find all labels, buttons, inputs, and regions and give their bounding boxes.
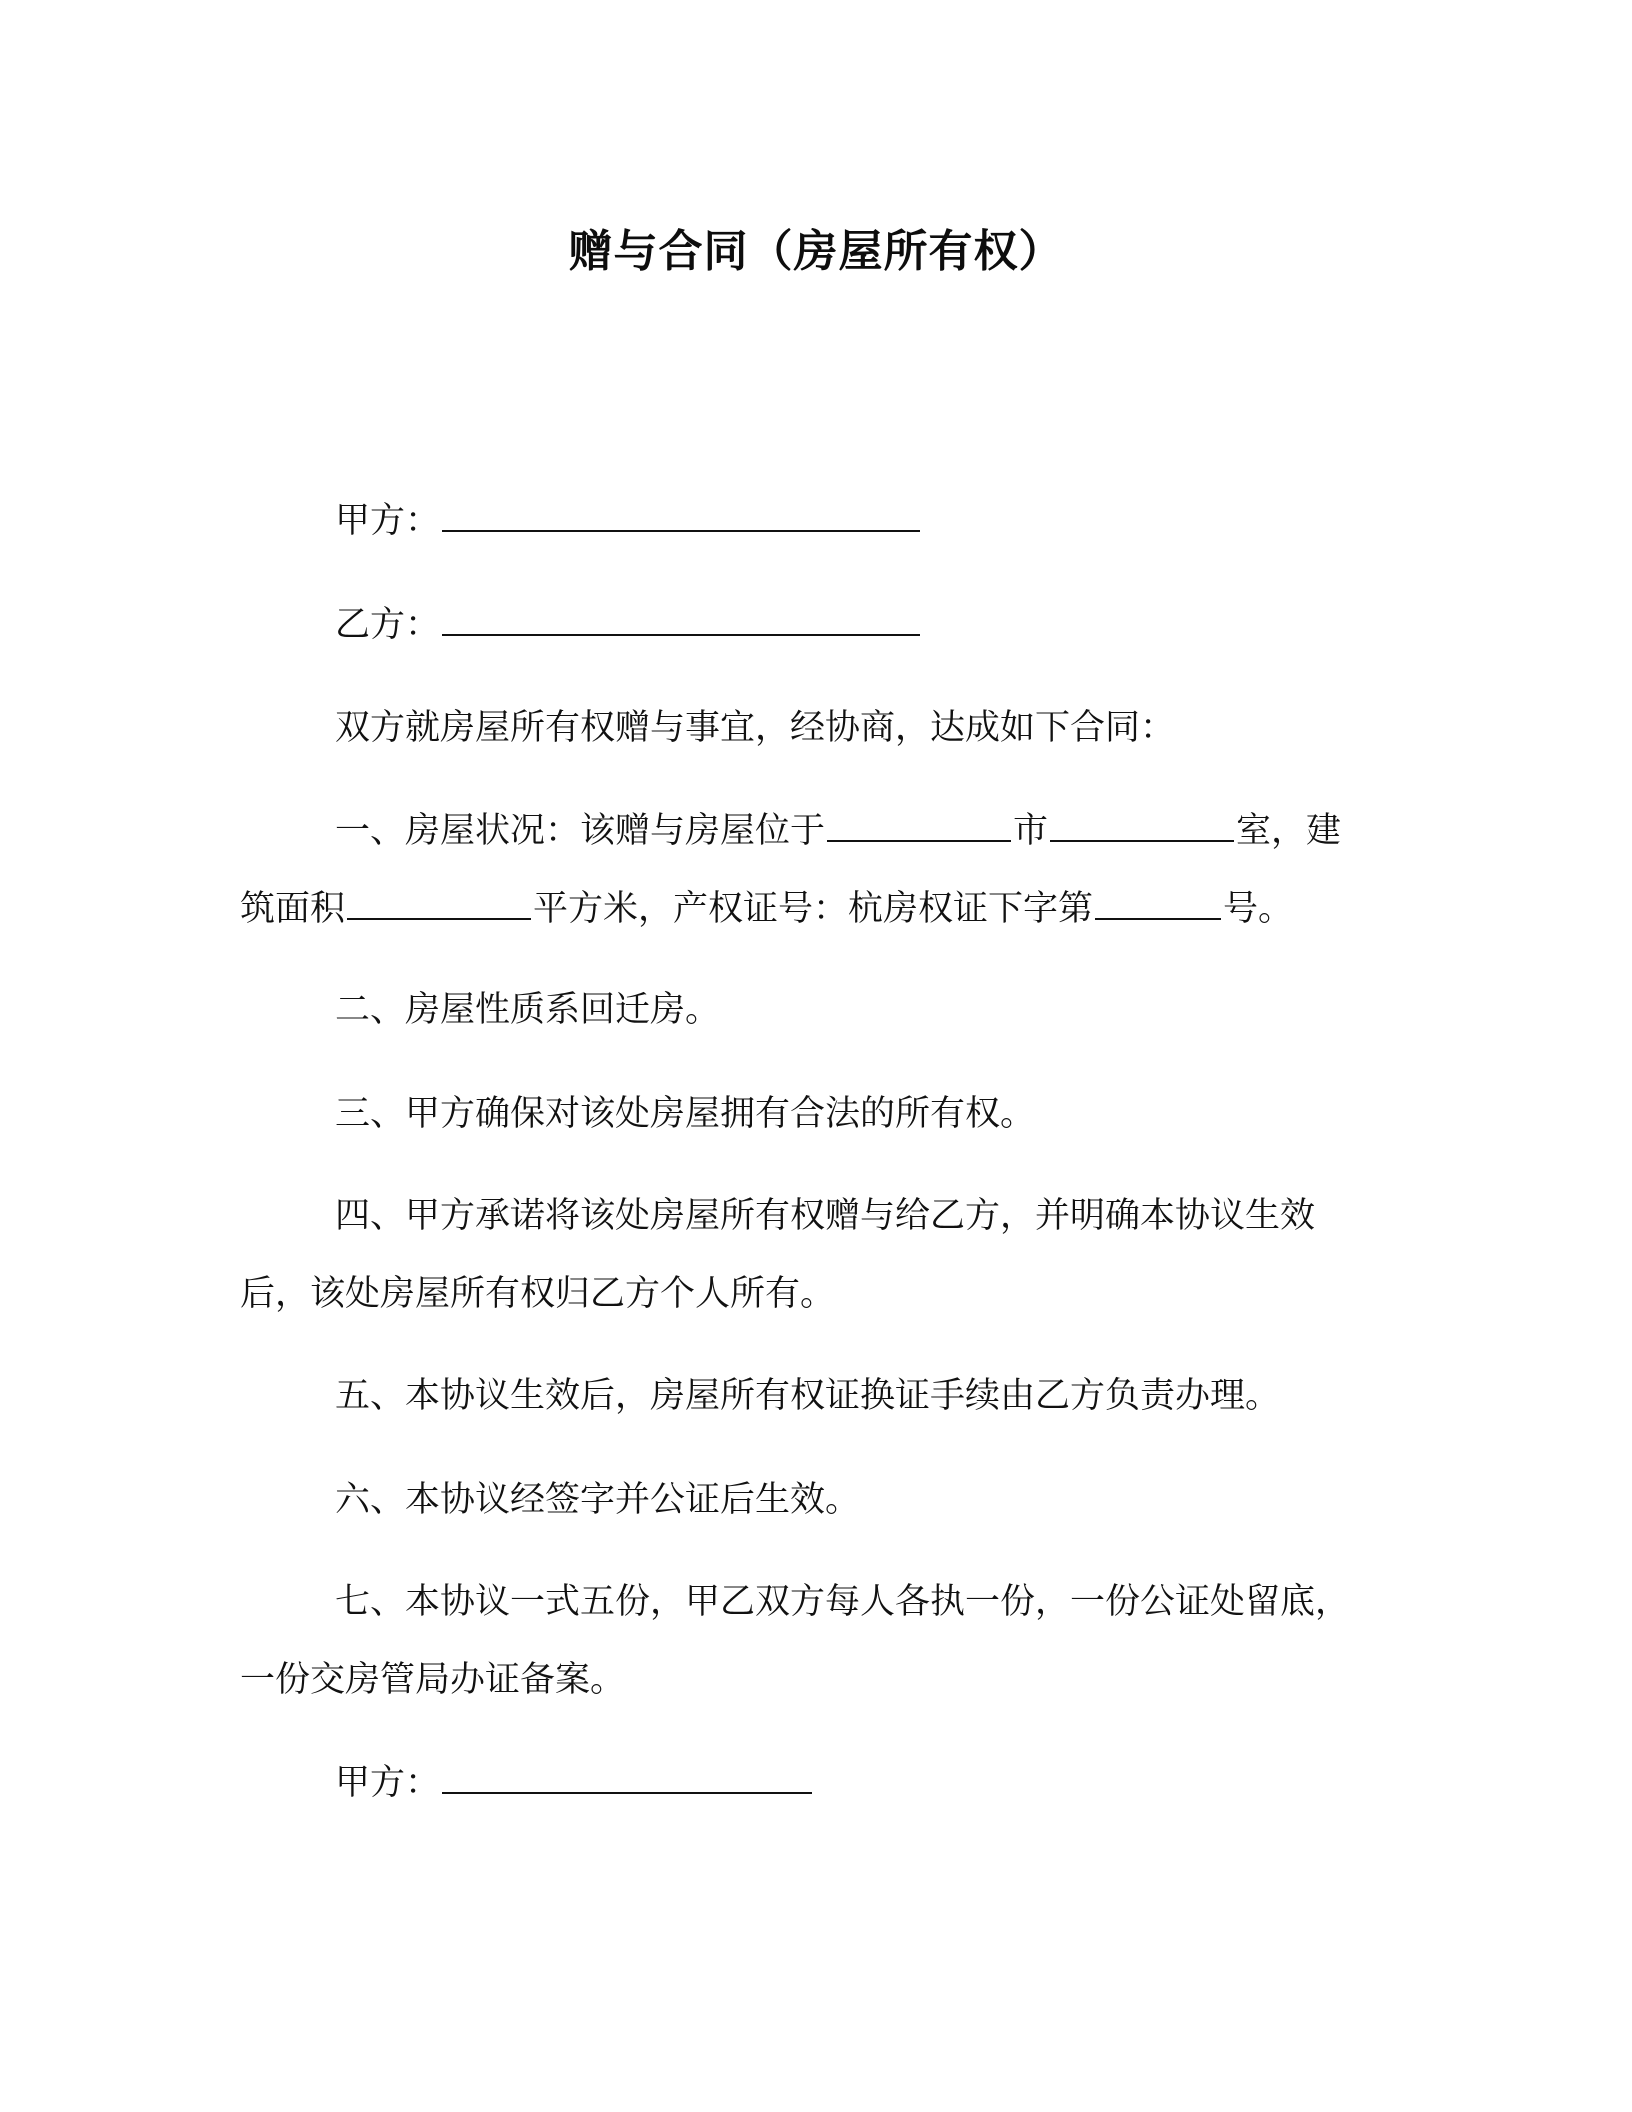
clause-1-text-certificate: 平方米，产权证号：杭房权证下字第 [533,889,1094,929]
party-b-line [335,600,1515,649]
party-b-blank [442,600,920,636]
room-blank [1050,806,1234,842]
signature-party-a-label: 甲方： [335,1763,441,1803]
clause-3: 三、甲方确保对该处房屋拥有合法的所有权。 [335,1094,1036,1134]
party-a-line [335,496,1515,545]
party-a-label: 甲方： [335,501,441,541]
clause-6: 六、本协议经签字并公证后生效。 [335,1480,861,1520]
clause-1-text-end: 号。 [1223,889,1294,929]
clause-5: 五、本协议生效后，房屋所有权证换证手续由乙方负责办理。 [335,1376,1281,1416]
clause-1-text-location: 一、房屋状况：该赠与房屋位于 [335,811,826,851]
clause-1-line-1 [335,806,1515,855]
party-b-label: 乙方： [335,605,441,645]
signature-party-a-line [335,1758,1515,1807]
city-blank [827,806,1011,842]
clause-1-text-area: 筑面积 [240,889,346,929]
document-title: 赠与合同（房屋所有权） [568,226,1064,277]
party-a-blank [442,496,920,532]
clause-4-line-2: 后，该处房屋所有权归乙方个人所有。 [240,1274,836,1314]
clause-1-line-2 [240,884,1420,933]
clause-1-text-city: 市 [1013,811,1049,851]
signature-party-a-blank [442,1758,812,1794]
certificate-number-blank [1095,884,1221,920]
clause-2: 二、房屋性质系回迁房。 [335,990,721,1030]
clause-4-line-1: 四、甲方承诺将该处房屋所有权赠与给乙方，并明确本协议生效 [335,1196,1316,1236]
clause-1-text-room: 室，建 [1236,811,1342,851]
intro-paragraph: 双方就房屋所有权赠与事宜，经协商，达成如下合同： [335,708,1176,748]
clause-7-line-1: 七、本协议一式五份，甲乙双方每人各执一份，一份公证处留底， [335,1582,1351,1622]
clause-7-line-2: 一份交房管局办证备案。 [240,1660,626,1700]
area-blank [347,884,531,920]
